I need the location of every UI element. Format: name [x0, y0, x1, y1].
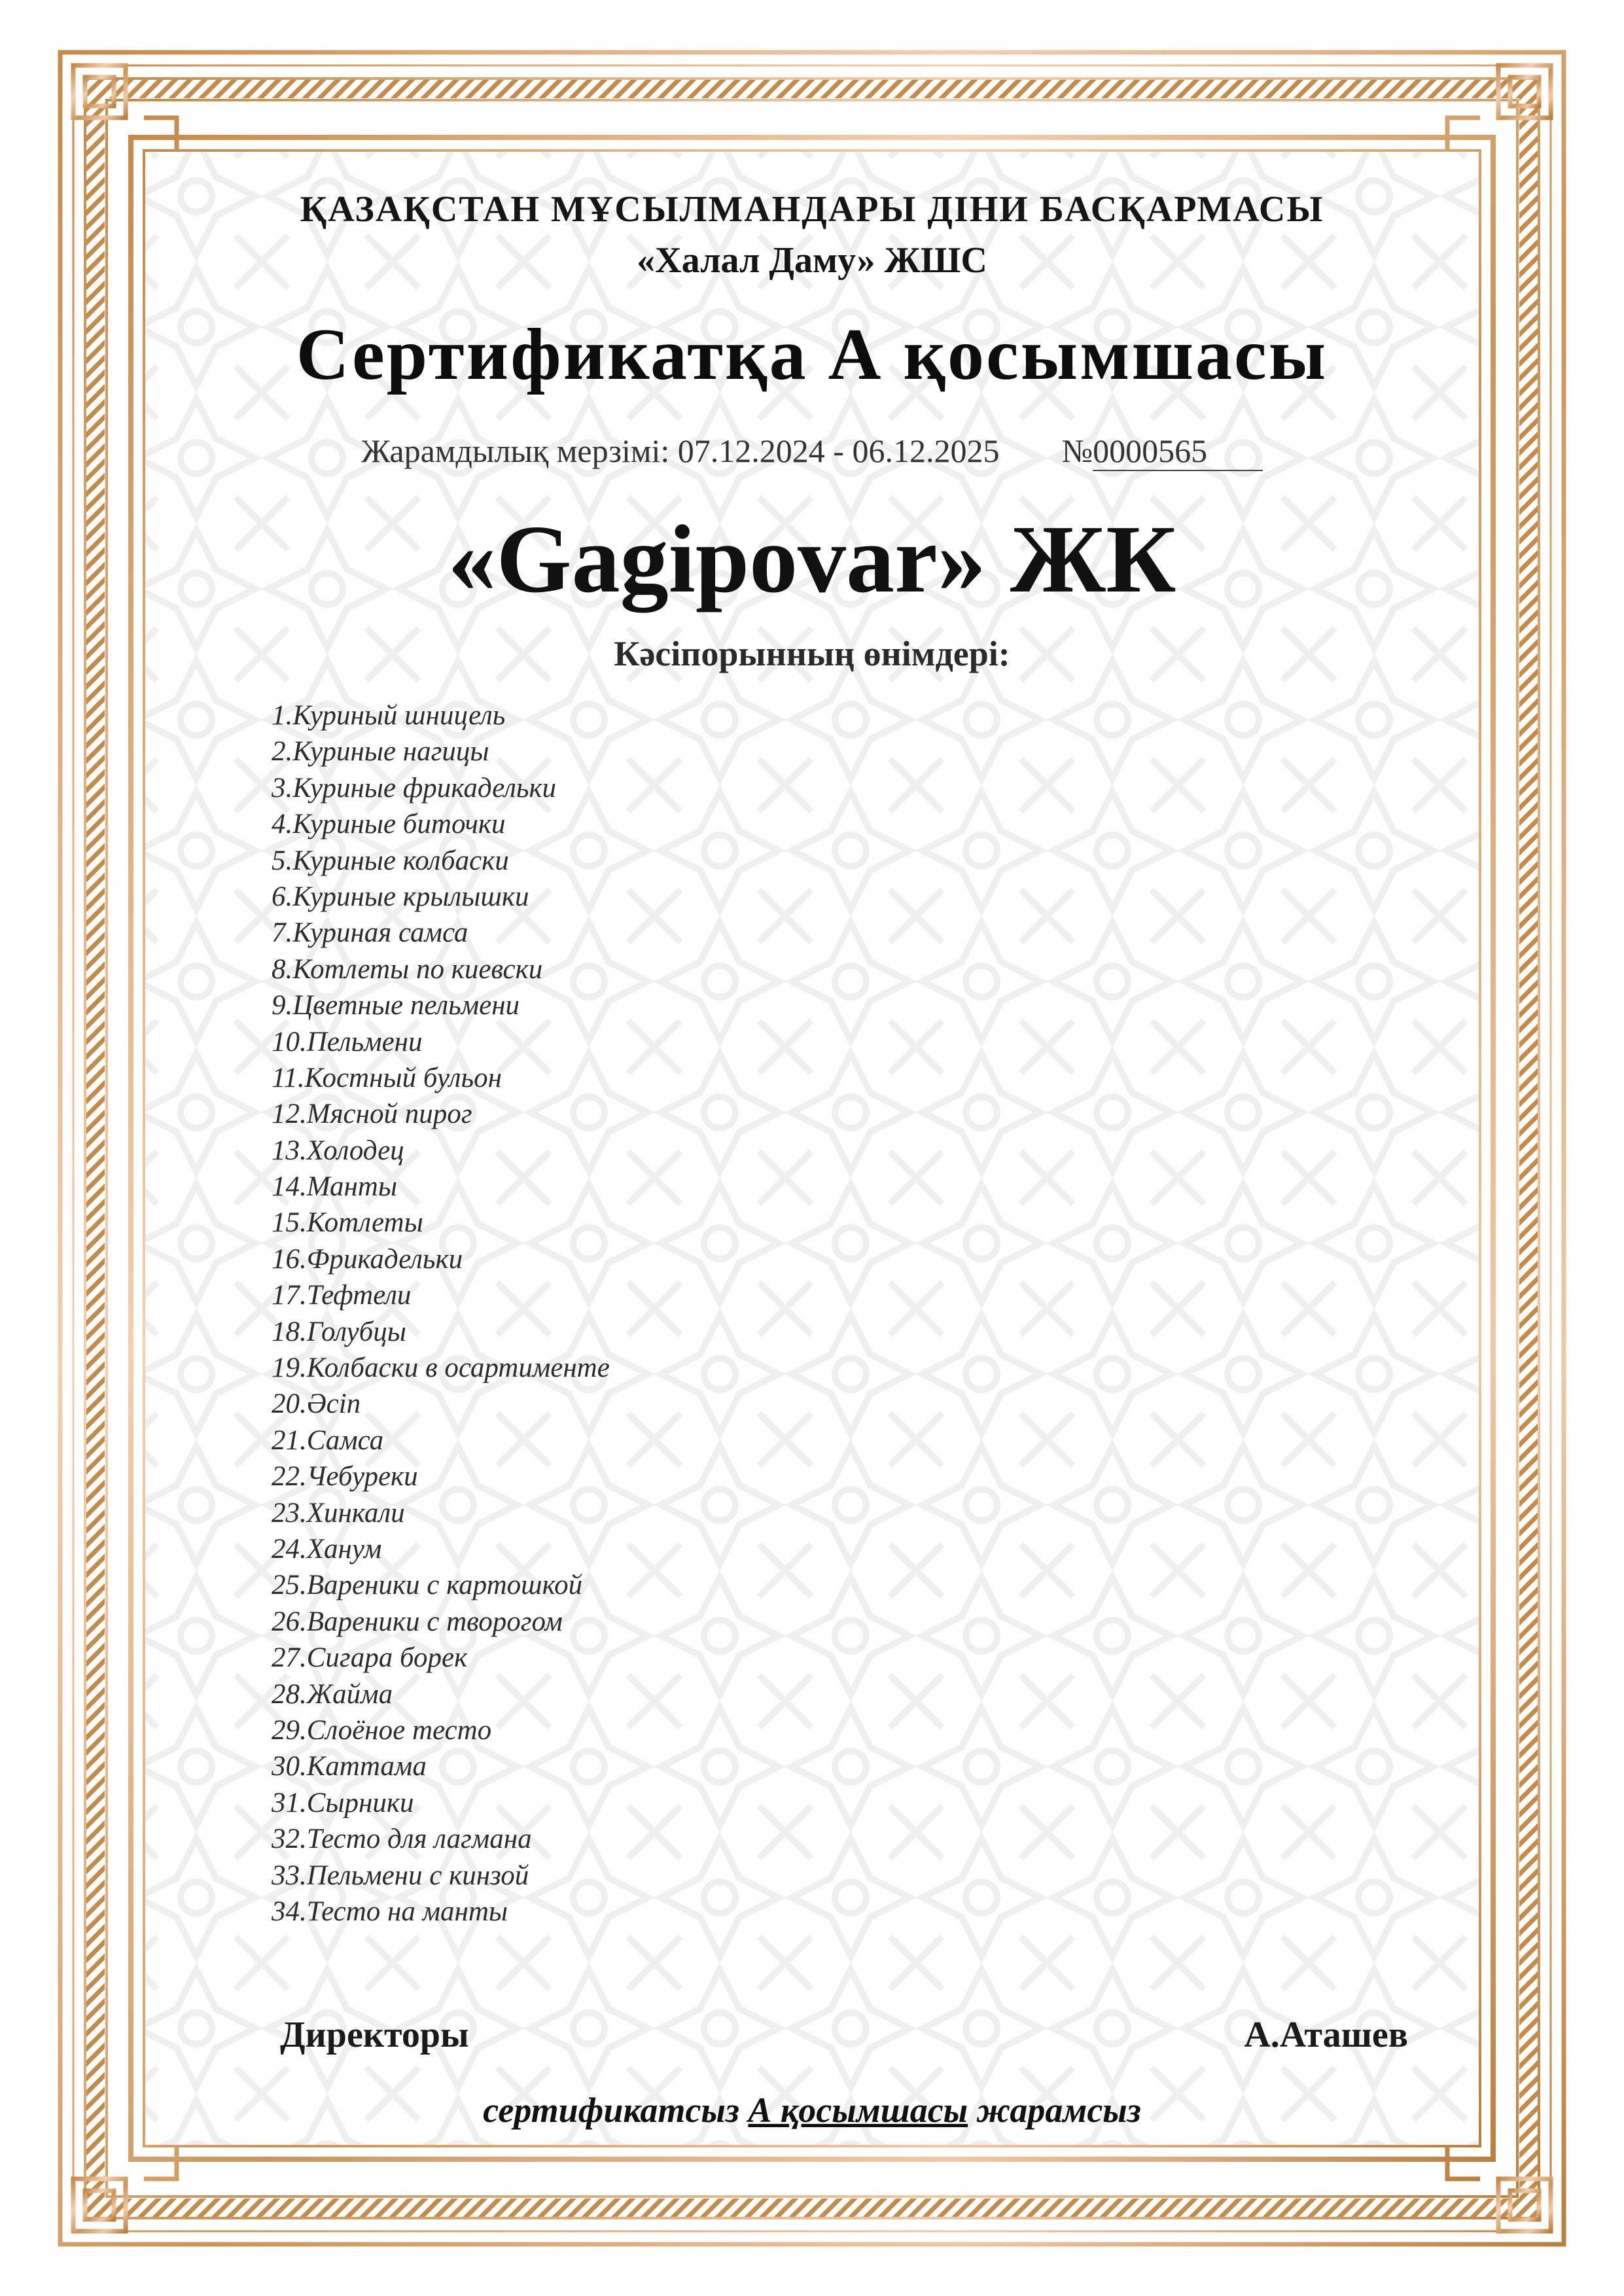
product-list-item: 11.Костный бульон: [272, 1062, 502, 1093]
validity-period: 07.12.2024 - 06.12.2025: [677, 433, 1000, 469]
footer-note-prefix: сертификатсыз: [483, 2091, 739, 2130]
product-list: [272, 698, 610, 1930]
product-list-item: 13.Холодец: [272, 1135, 404, 1166]
product-list-item: 2.Куриные нагицы: [272, 736, 489, 768]
director-name: А.Аташев: [1244, 2015, 1408, 2055]
validity-row: [0, 432, 1624, 471]
product-list-item: 30.Каттама: [272, 1751, 427, 1782]
product-list-item: 14.Манты: [272, 1171, 397, 1203]
product-list-item: 10.Пельмени: [272, 1026, 423, 1057]
product-list-item: 17.Тефтели: [272, 1280, 412, 1311]
product-list-item: 9.Цветные пельмени: [272, 990, 520, 1021]
product-list-item: 4.Куриные биточки: [272, 809, 506, 840]
product-list-item: 32.Тесто для лагмана: [272, 1824, 532, 1855]
enterprise-name: «Gagipovar» ЖК: [448, 506, 1176, 613]
footer-note-underlined: А қосымшасы: [748, 2091, 968, 2130]
product-list-item: 1.Куриный шницель: [272, 700, 506, 731]
product-list-item: 3.Куриные фрикадельки: [272, 772, 557, 804]
validity-label: Жарамдылық мерзімі:: [361, 433, 670, 469]
product-list-item: 34.Тесто на манты: [272, 1896, 508, 1927]
product-list-item: 19.Колбаски в осартименте: [272, 1352, 610, 1384]
product-list-item: 7.Куриная самса: [272, 917, 468, 949]
product-list-item: 29.Слоёное тесто: [272, 1714, 492, 1746]
product-list-item: 15.Котлеты: [272, 1207, 423, 1239]
number-label: №: [1061, 433, 1093, 469]
certificate-number: 0000565: [1093, 432, 1263, 471]
product-list-item: 33.Пельмени с кинзой: [272, 1860, 529, 1891]
product-list-item: 6.Куриные крылышки: [272, 881, 529, 912]
organization-name: ҚАЗАҚСТАН МҰСЫЛМАНДАРЫ ДІНИ БАСҚАРМАСЫ: [300, 189, 1324, 230]
product-list-item: 25.Вареники с картошкой: [272, 1570, 583, 1601]
product-list-item: 8.Котлеты по киевски: [272, 953, 543, 985]
product-list-item: 22.Чебуреки: [272, 1461, 418, 1492]
company-name: «Халал Даму» ЖШС: [637, 240, 987, 281]
product-list-item: 18.Голубцы: [272, 1316, 406, 1347]
product-list-item: 21.Самса: [272, 1424, 384, 1456]
product-list-item: 20.Әсіп: [272, 1388, 361, 1420]
product-list-item: 5.Куриные колбаски: [272, 845, 509, 876]
product-list-item: 28.Жайма: [272, 1678, 393, 1710]
product-list-item: 23.Хинкали: [272, 1497, 405, 1528]
products-heading: Кәсіпорынның өнімдері:: [614, 634, 1010, 673]
director-label: Директоры: [280, 2015, 469, 2055]
product-list-item: 16.Фрикадельки: [272, 1243, 463, 1275]
document-title: Сертификатқа А қосымшасы: [296, 314, 1328, 395]
footer-note: [0, 2090, 1624, 2130]
product-list-item: 12.Мясной пирог: [272, 1099, 472, 1130]
product-list-item: 24.Ханум: [272, 1533, 382, 1564]
product-list-item: 31.Сырники: [272, 1787, 414, 1818]
product-list-item: 27.Сигара борек: [272, 1642, 468, 1674]
product-list-item: 26.Вареники с творогом: [272, 1606, 563, 1637]
footer-note-suffix: жарамсыз: [976, 2091, 1141, 2130]
